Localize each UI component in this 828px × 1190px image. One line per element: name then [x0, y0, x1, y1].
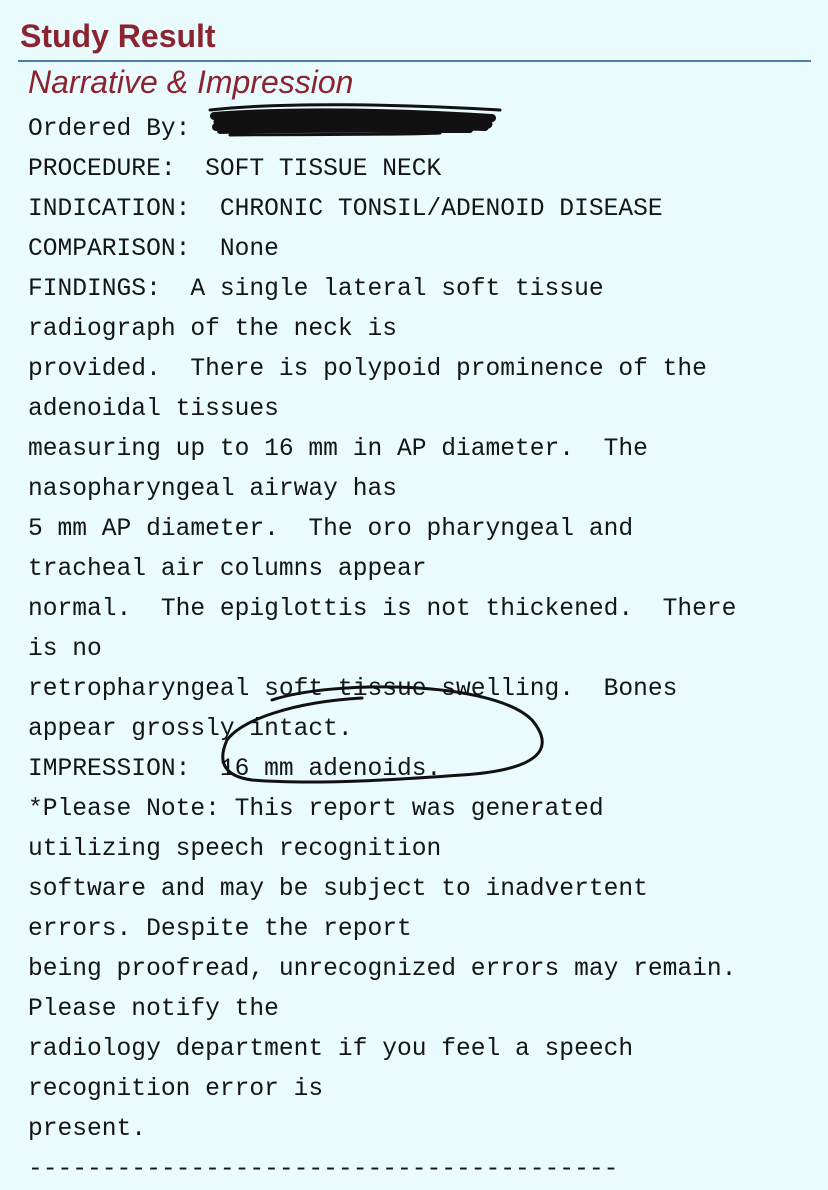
ordered-by-line: Ordered By: — [28, 116, 191, 143]
findings-line: measuring up to 16 mm in AP diameter. The — [28, 436, 648, 463]
findings-line: FINDINGS: A single lateral soft tissue — [28, 276, 604, 303]
disclaimer-line: present. — [28, 1116, 147, 1143]
redaction-scribble — [200, 100, 505, 145]
report-text — [28, 110, 736, 1190]
findings-line: appear grossly intact. — [28, 716, 353, 743]
disclaimer-line: radiology department if you feel a speech — [28, 1036, 634, 1063]
findings-line: normal. The epiglottis is not thickened. There — [28, 596, 737, 623]
disclaimer-line: Please notify the — [28, 996, 279, 1023]
disclaimer-line: software and may be subject to inadvertent — [28, 876, 648, 903]
comparison-line: COMPARISON: None — [28, 236, 279, 263]
disclaimer-line: utilizing speech recognition — [28, 836, 442, 863]
page-title: Study Result — [20, 18, 216, 54]
findings-line: adenoidal tissues — [28, 396, 279, 423]
findings-line: provided. There is polypoid prominence of the — [28, 356, 707, 383]
dashed-separator: ---------------------------------------- — [28, 1156, 619, 1183]
indication-line: INDICATION: CHRONIC TONSIL/ADENOID DISEASE — [28, 196, 663, 223]
findings-line: radiograph of the neck is — [28, 316, 397, 343]
findings-line: tracheal air columns appear — [28, 556, 427, 583]
findings-line: nasopharyngeal airway has — [28, 476, 397, 503]
findings-line: 5 mm AP diameter. The oro pharyngeal and — [28, 516, 634, 543]
impression-line: IMPRESSION: 16 mm adenoids. — [28, 756, 442, 783]
circle-annotation — [212, 680, 557, 800]
disclaimer-line: errors. Despite the report — [28, 916, 412, 943]
findings-line: retropharyngeal soft tissue swelling. Bones — [28, 676, 678, 703]
procedure-line: PROCEDURE: SOFT TISSUE NECK — [28, 156, 442, 183]
findings-line: is no — [28, 636, 102, 663]
title-divider — [18, 60, 811, 62]
disclaimer-line: *Please Note: This report was generated — [28, 796, 604, 823]
disclaimer-line: being proofread, unrecognized errors may remain. — [28, 956, 737, 983]
disclaimer-line: recognition error is — [28, 1076, 324, 1103]
section-heading: Narrative & Impression — [28, 64, 354, 100]
